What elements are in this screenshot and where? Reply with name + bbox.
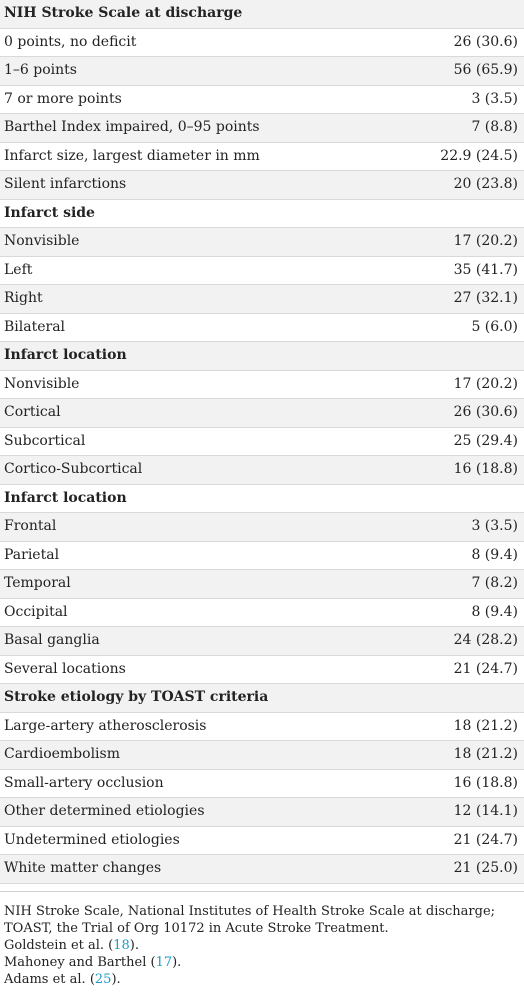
row-label: 7 or more points: [4, 90, 122, 107]
table-row: [0, 570, 524, 599]
row-value: 7 (8.2): [471, 575, 518, 591]
table-row: [0, 171, 524, 200]
row-value: 26 (30.6): [453, 33, 518, 50]
reference-note: [0, 971, 524, 988]
row-value: 18 (21.2): [453, 717, 518, 734]
reference-close: ).: [129, 938, 140, 953]
row-value: 3 (3.5): [471, 90, 518, 107]
row-value: 5 (6.0): [471, 318, 518, 335]
table-row: [0, 57, 524, 86]
section-header-label: Infarct location: [4, 347, 127, 363]
section-header-row: [0, 684, 524, 713]
row-label: 1–6 points: [4, 62, 77, 78]
row-value: 16 (18.8): [453, 461, 518, 477]
table-row: [0, 456, 524, 485]
reference-text: Goldstein et al. (: [4, 938, 114, 953]
section-header-label: NIH Stroke Scale at discharge: [4, 5, 243, 21]
table-row: [0, 627, 524, 656]
row-label: Cardioembolism: [4, 746, 120, 762]
table-row: [0, 29, 524, 58]
row-value: 12 (14.1): [453, 803, 518, 819]
reference-close: ).: [111, 972, 121, 987]
row-label: Parietal: [4, 546, 60, 563]
table-row: [0, 770, 524, 799]
row-label: Small-artery occlusion: [4, 774, 164, 791]
row-value: 56 (65.9): [453, 62, 518, 78]
citation-link[interactable]: 18: [113, 938, 130, 953]
table-footnotes: [0, 891, 524, 988]
row-value: 7 (8.8): [471, 119, 518, 135]
table-row: [0, 143, 524, 172]
row-label: 0 points, no deficit: [4, 33, 137, 50]
section-header-row: [0, 342, 524, 371]
reference-note: [0, 954, 524, 971]
table-row: [0, 741, 524, 770]
row-label: Several locations: [4, 660, 126, 677]
row-value: 25 (29.4): [453, 432, 518, 449]
row-value: 21 (25.0): [453, 860, 518, 876]
table-row: [0, 228, 524, 257]
row-label: Right: [4, 290, 43, 306]
table-row: [0, 428, 524, 457]
row-value: 3 (3.5): [471, 518, 518, 534]
row-label: Occipital: [4, 603, 68, 620]
section-header-label: Infarct location: [4, 489, 127, 506]
table-row: [0, 285, 524, 314]
row-label: Basal ganglia: [4, 632, 100, 648]
row-label: Silent infarctions: [4, 176, 127, 192]
row-value: 17 (20.2): [453, 375, 518, 392]
table-row: [0, 399, 524, 428]
section-header-row: [0, 0, 524, 29]
row-label: Cortico-Subcortical: [4, 461, 143, 477]
row-label: Subcortical: [4, 432, 86, 449]
reference-note: [0, 937, 524, 954]
section-header-label: Stroke etiology by TOAST criteria: [4, 689, 269, 705]
reference-text: Adams et al. (: [4, 972, 95, 987]
row-label: White matter changes: [4, 860, 162, 876]
table-row: [0, 371, 524, 400]
row-label: Temporal: [4, 575, 71, 591]
table-row: [0, 713, 524, 742]
table-row: [0, 513, 524, 542]
reference-text: Mahoney and Barthel (: [4, 955, 156, 970]
row-value: 27 (32.1): [453, 290, 518, 306]
abbreviations-note: NIH Stroke Scale, National Institutes of Health Stroke Scale at discharge; TOAST, the Trial of Org 10172 in Acute Stroke Treatment.: [4, 904, 496, 936]
row-value: 22.9 (24.5): [440, 147, 518, 164]
citation-link[interactable]: 25: [94, 972, 112, 987]
row-label: Other determined etiologies: [4, 803, 205, 819]
row-label: Bilateral: [4, 318, 66, 335]
row-label: Large-artery atherosclerosis: [4, 717, 207, 734]
citation-link[interactable]: 17: [155, 955, 173, 970]
row-label: Undetermined etiologies: [4, 831, 180, 848]
table-row: [0, 855, 524, 884]
table-row: [0, 656, 524, 685]
row-label: Barthel Index impaired, 0–95 points: [4, 119, 260, 135]
row-label: Frontal: [4, 518, 57, 534]
section-header-label: Infarct side: [4, 204, 95, 221]
row-value: 18 (21.2): [453, 746, 518, 762]
row-value: 24 (28.2): [453, 632, 518, 648]
row-value: 21 (24.7): [453, 831, 518, 848]
table-row: [0, 542, 524, 571]
row-label: Cortical: [4, 404, 61, 420]
section-header-row: [0, 485, 524, 514]
table-row: [0, 86, 524, 115]
table-row: [0, 827, 524, 856]
row-value: 35 (41.7): [453, 261, 518, 278]
reference-close: ).: [172, 955, 182, 970]
row-value: 8 (9.4): [471, 546, 518, 563]
row-value: 20 (23.8): [453, 176, 518, 192]
row-value: 26 (30.6): [453, 404, 518, 420]
reference-notes: [0, 937, 524, 988]
table-row: [0, 798, 524, 827]
row-value: 17 (20.2): [453, 233, 518, 249]
row-value: 8 (9.4): [471, 603, 518, 620]
section-header-row: [0, 200, 524, 229]
row-label: Left: [4, 261, 33, 278]
table-row: [0, 257, 524, 286]
row-label: Infarct size, largest diameter in mm: [4, 147, 260, 164]
table-row: [0, 114, 524, 143]
row-label: Nonvisible: [4, 375, 80, 392]
row-value: 21 (24.7): [453, 660, 518, 677]
table-row: [0, 314, 524, 343]
table-row: [0, 599, 524, 628]
row-value: 16 (18.8): [453, 774, 518, 791]
row-label: Nonvisible: [4, 233, 80, 249]
